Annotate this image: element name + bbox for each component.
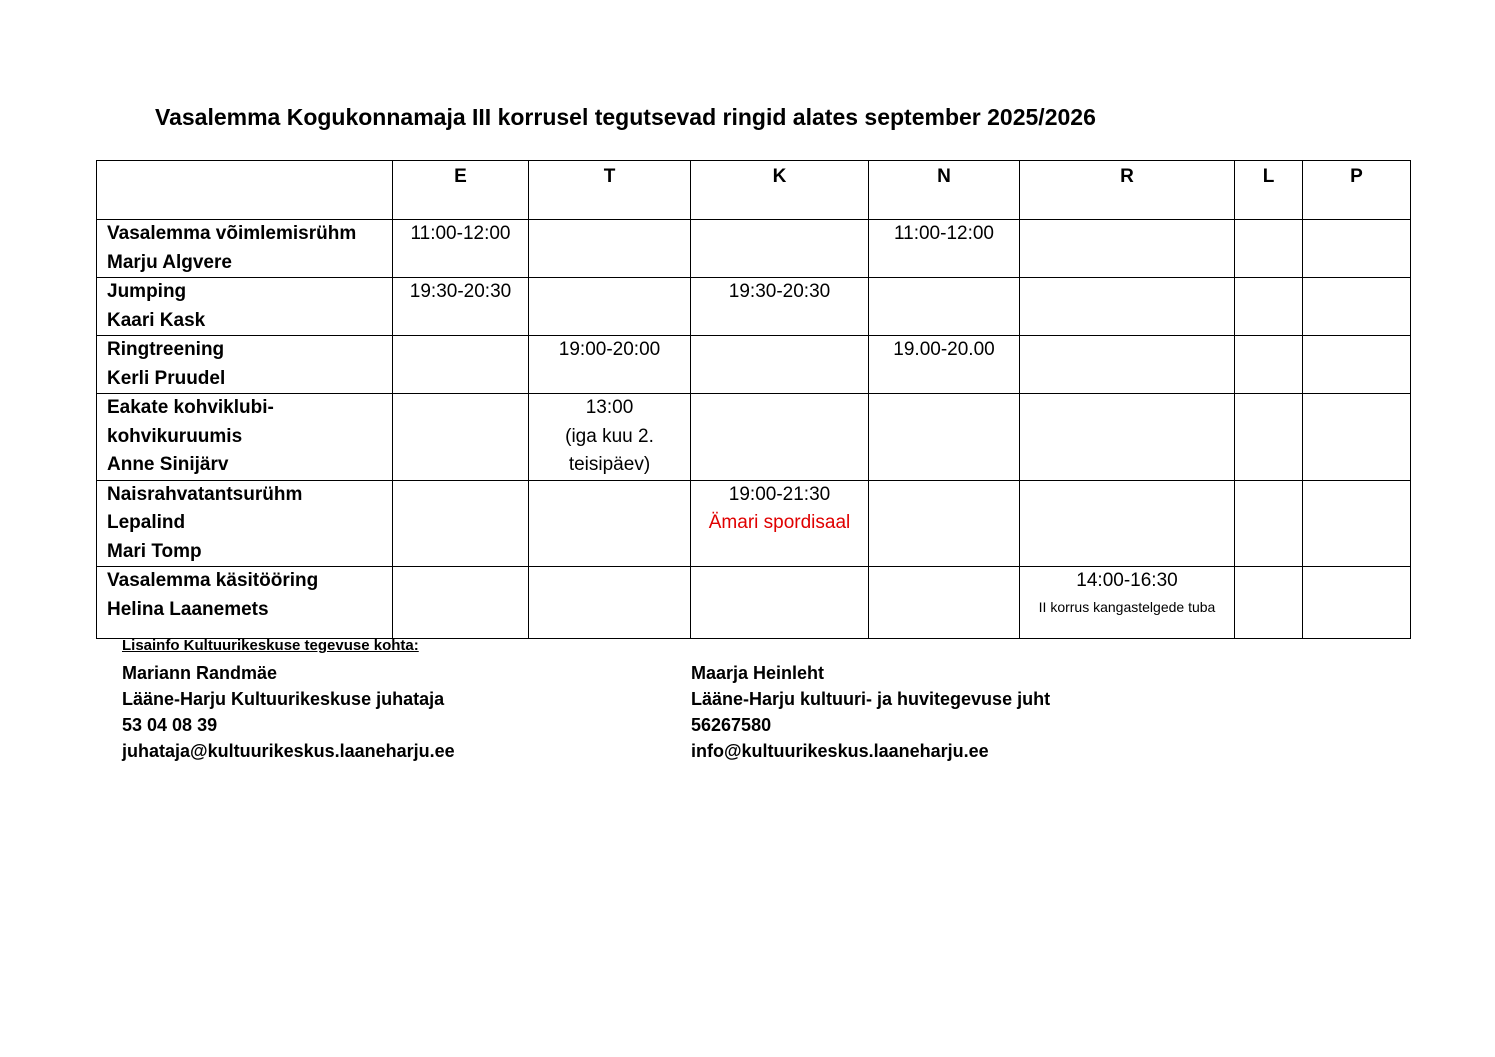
time-cell xyxy=(393,480,529,567)
day-header: N xyxy=(869,161,1020,220)
group-name-cont: Lepalind xyxy=(107,512,186,533)
time-cell xyxy=(691,220,869,278)
table-header-row xyxy=(97,161,1411,220)
info-heading: Lisainfo Kultuurikeskuse tegevuse kohta: xyxy=(122,637,419,654)
time-cell xyxy=(1303,278,1411,336)
table-row xyxy=(97,567,1411,639)
table-row xyxy=(97,394,1411,481)
page-title: Vasalemma Kogukonnamaja III korrusel tegutsevad ringid alates september 2025/2026 xyxy=(155,104,1096,130)
room-note: II korrus kangastelgede tuba xyxy=(1038,598,1216,615)
day-header: P xyxy=(1303,161,1411,220)
group-name: Vasalemma käsitööring xyxy=(107,570,319,591)
time-value: 11:00-12:00 xyxy=(410,223,511,244)
time-cell xyxy=(691,336,869,394)
time-cell xyxy=(869,278,1020,336)
contact-name: Mariann Randmäe xyxy=(122,663,278,683)
time-cell xyxy=(869,394,1020,481)
time-cell xyxy=(529,567,691,639)
time-cell xyxy=(1020,567,1235,639)
time-cell xyxy=(1235,394,1303,481)
header-empty-cell xyxy=(97,161,393,220)
group-name-cell xyxy=(97,394,393,481)
time-value: 19:30-20:30 xyxy=(728,281,831,302)
time-cell xyxy=(869,480,1020,567)
venue-note: Ämari spordisaal xyxy=(708,512,851,533)
time-cell xyxy=(529,480,691,567)
time-value: 19:00-21:30 xyxy=(728,483,831,505)
group-name-cont: kohvikuruumis xyxy=(107,425,243,447)
day-header: L xyxy=(1235,161,1303,220)
group-leader: Helina Laanemets xyxy=(107,598,269,620)
time-cell xyxy=(1303,336,1411,394)
time-cell xyxy=(691,480,869,567)
time-cell xyxy=(1020,480,1235,567)
day-header: E xyxy=(393,161,529,220)
time-cell xyxy=(393,394,529,481)
time-note: (iga kuu 2. xyxy=(565,425,654,447)
time-value: 19:30-20:30 xyxy=(409,281,512,302)
time-cell xyxy=(691,278,869,336)
time-cell xyxy=(1020,394,1235,481)
group-name: Eakate kohviklubi- xyxy=(107,397,274,418)
time-cell xyxy=(529,394,691,481)
group-leader: Marju Algvere xyxy=(107,251,232,273)
time-cell xyxy=(1020,336,1235,394)
contact-email[interactable]: info@kultuurikeskus.laaneharju.ee xyxy=(691,741,989,761)
group-name: Ringtreening xyxy=(107,339,225,360)
day-header: K xyxy=(691,161,869,220)
time-cell xyxy=(1303,394,1411,481)
time-cell xyxy=(1303,220,1411,278)
table-row xyxy=(97,336,1411,394)
time-cell xyxy=(1020,278,1235,336)
time-cell xyxy=(1235,480,1303,567)
time-cell xyxy=(691,567,869,639)
group-name: Vasalemma võimlemisrühm xyxy=(107,223,357,244)
group-name-cell xyxy=(97,278,393,336)
time-cell xyxy=(393,278,529,336)
time-cell xyxy=(869,336,1020,394)
contact-phone: 56267580 xyxy=(691,715,772,735)
schedule-table xyxy=(96,160,1411,639)
time-cell xyxy=(1020,220,1235,278)
group-name-cell xyxy=(97,220,393,278)
group-leader: Kaari Kask xyxy=(107,309,206,331)
table-row xyxy=(97,220,1411,278)
time-cell xyxy=(1303,480,1411,567)
contact-role: Lääne-Harju Kultuurikeskuse juhataja xyxy=(122,689,445,709)
time-cell xyxy=(869,220,1020,278)
group-name-cell xyxy=(97,567,393,639)
group-leader: Mari Tomp xyxy=(107,540,202,562)
time-value: 13:00 xyxy=(585,397,634,418)
time-cell xyxy=(529,278,691,336)
time-cell xyxy=(529,220,691,278)
time-cell xyxy=(1303,567,1411,639)
time-cell xyxy=(869,567,1020,639)
table-row xyxy=(97,278,1411,336)
contact-phone: 53 04 08 39 xyxy=(122,715,218,735)
group-name: Naisrahvatantsurühm xyxy=(107,483,303,505)
contact-block-1 xyxy=(122,660,455,764)
group-name: Jumping xyxy=(107,281,187,302)
contact-email[interactable]: juhataja@kultuurikeskus.laaneharju.ee xyxy=(122,741,455,761)
group-name-cell xyxy=(97,336,393,394)
time-value: 11:00-12:00 xyxy=(893,223,994,244)
table-row xyxy=(97,480,1411,567)
time-cell xyxy=(393,567,529,639)
time-cell xyxy=(1235,278,1303,336)
time-cell xyxy=(691,394,869,481)
group-name-cell xyxy=(97,480,393,567)
group-leader: Anne Sinijärv xyxy=(107,454,229,475)
time-value: 19:00-20:00 xyxy=(558,339,661,360)
time-cell xyxy=(1235,336,1303,394)
time-cell xyxy=(393,336,529,394)
contact-block-2 xyxy=(691,660,1050,764)
contact-role: Lääne-Harju kultuuri- ja huvitegevuse juht xyxy=(691,689,1051,709)
time-value: 14:00-16:30 xyxy=(1076,570,1178,591)
contact-name: Maarja Heinleht xyxy=(691,663,825,683)
time-cell xyxy=(1235,220,1303,278)
day-header: R xyxy=(1020,161,1235,220)
time-cell xyxy=(393,220,529,278)
group-leader: Kerli Pruudel xyxy=(107,367,226,389)
time-cell xyxy=(529,336,691,394)
day-header: T xyxy=(529,161,691,220)
time-note: teisipäev) xyxy=(568,454,651,475)
time-value: 19.00-20.00 xyxy=(893,339,995,360)
time-cell xyxy=(1235,567,1303,639)
